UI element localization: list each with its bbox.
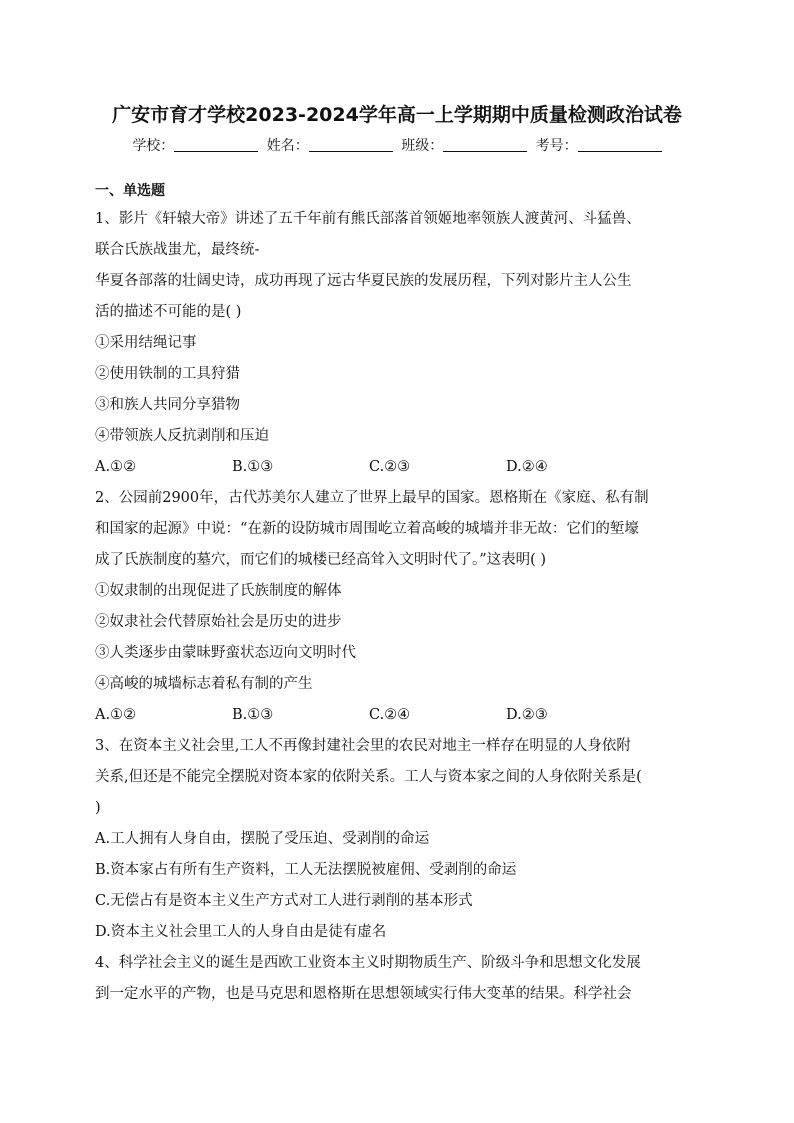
statement-item: ③人类逐步由蒙昧野蛮状态迈向文明时代 xyxy=(95,645,356,661)
question-2 xyxy=(95,483,705,731)
class-blank[interactable] xyxy=(443,139,527,152)
question-text-line: 到一定水平的产物，也是马克思和恩格斯在思想领域实行伟大变革的结果。科学社会 xyxy=(95,986,632,1002)
question-1 xyxy=(95,204,705,483)
class-label: 班级： xyxy=(401,138,444,154)
option-a[interactable]: A.①② xyxy=(95,459,137,475)
option-a[interactable]: A.①② xyxy=(95,707,137,723)
question-text-line: 华夏各部落的壮阔史诗，成功再现了远古华夏民族的发展历程，下列对影片主人公生 xyxy=(95,273,632,289)
option-d[interactable]: D.②④ xyxy=(506,459,548,475)
question-text-line: 联合氏族战蚩尤，最终统- xyxy=(95,242,260,258)
statement-item: ③和族人共同分享猎物 xyxy=(95,397,240,413)
option-c[interactable]: C.②③ xyxy=(369,459,411,475)
option-c[interactable]: C.②④ xyxy=(369,707,411,723)
school-blank[interactable] xyxy=(174,139,258,152)
number-blank[interactable] xyxy=(578,139,662,152)
school-label: 学校： xyxy=(132,138,175,154)
name-label: 姓名： xyxy=(266,138,309,154)
statement-item: ①采用结绳记事 xyxy=(95,335,197,351)
section-heading: 一、单选题 xyxy=(95,183,165,199)
question-text-line: 1、影片《轩辕大帝》讲述了五千年前有熊氏部落首领姬地率领族人渡黄河、斗猛兽、 xyxy=(95,211,641,227)
statement-item: ④高峻的城墙标志着私有制的产生 xyxy=(95,676,313,692)
question-text-line: 活的描述不可能的是( ) xyxy=(95,304,242,320)
question-text-line: 4、科学社会主义的诞生是西欧工业资本主义时期物质生产、阶级斗争和思想文化发展 xyxy=(95,955,641,971)
option-b[interactable]: B.①③ xyxy=(232,707,274,723)
option-b[interactable]: B.①③ xyxy=(232,459,274,475)
number-label: 考号： xyxy=(535,138,578,154)
statement-item: ①奴隶制的出现促进了氏族制度的解体 xyxy=(95,583,342,599)
question-text-line: 3、在资本主义社会里,工人不再像封建社会里的农民对地主一样存在明显的人身依附 xyxy=(95,738,631,754)
question-4 xyxy=(95,948,705,1010)
question-3 xyxy=(95,731,705,948)
exam-content xyxy=(95,178,705,1010)
exam-title: 广安市育才学校2023-2024学年高一上学期期中质量检测政治试卷 xyxy=(112,104,682,126)
option-d[interactable]: D.资本主义社会里工人的人身自由是徒有虚名 xyxy=(95,924,387,940)
question-text-line: 关系,但还是不能完全摆脱对资本家的依附关系。工人与资本家之间的人身依附关系是( xyxy=(95,769,642,785)
option-d[interactable]: D.②③ xyxy=(506,707,548,723)
name-blank[interactable] xyxy=(309,139,393,152)
answer-options xyxy=(95,452,705,483)
option-b[interactable]: B.资本家占有所有生产资料，工人无法摆脱被雇佣、受剥削的命运 xyxy=(95,862,517,878)
answer-options xyxy=(95,700,705,731)
option-c[interactable]: C.无偿占有是资本主义生产方式对工人进行剥削的基本形式 xyxy=(95,893,473,909)
student-info-row xyxy=(0,135,794,155)
question-text-line: 成了氏族制度的墓穴，而它们的城楼已经高耸入文明时代了。”这表明( ) xyxy=(95,552,547,568)
question-text-line: 和国家的起源》中说：“在新的设防城市周围屹立着高峻的城墙并非无故：它们的堑壕 xyxy=(95,521,639,537)
option-a[interactable]: A.工人拥有人身自由，摆脱了受压迫、受剥削的命运 xyxy=(95,831,430,847)
statement-item: ④带领族人反抗剥削和压迫 xyxy=(95,428,269,444)
statement-item: ②使用铁制的工具狩猎 xyxy=(95,366,240,382)
statement-item: ②奴隶社会代替原始社会是历史的进步 xyxy=(95,614,342,630)
question-text-line: 2、公园前2900年，古代苏美尔人建立了世界上最早的国家。恩格斯在《家庭、私有制 xyxy=(95,490,649,506)
question-text-line: ) xyxy=(95,800,101,816)
